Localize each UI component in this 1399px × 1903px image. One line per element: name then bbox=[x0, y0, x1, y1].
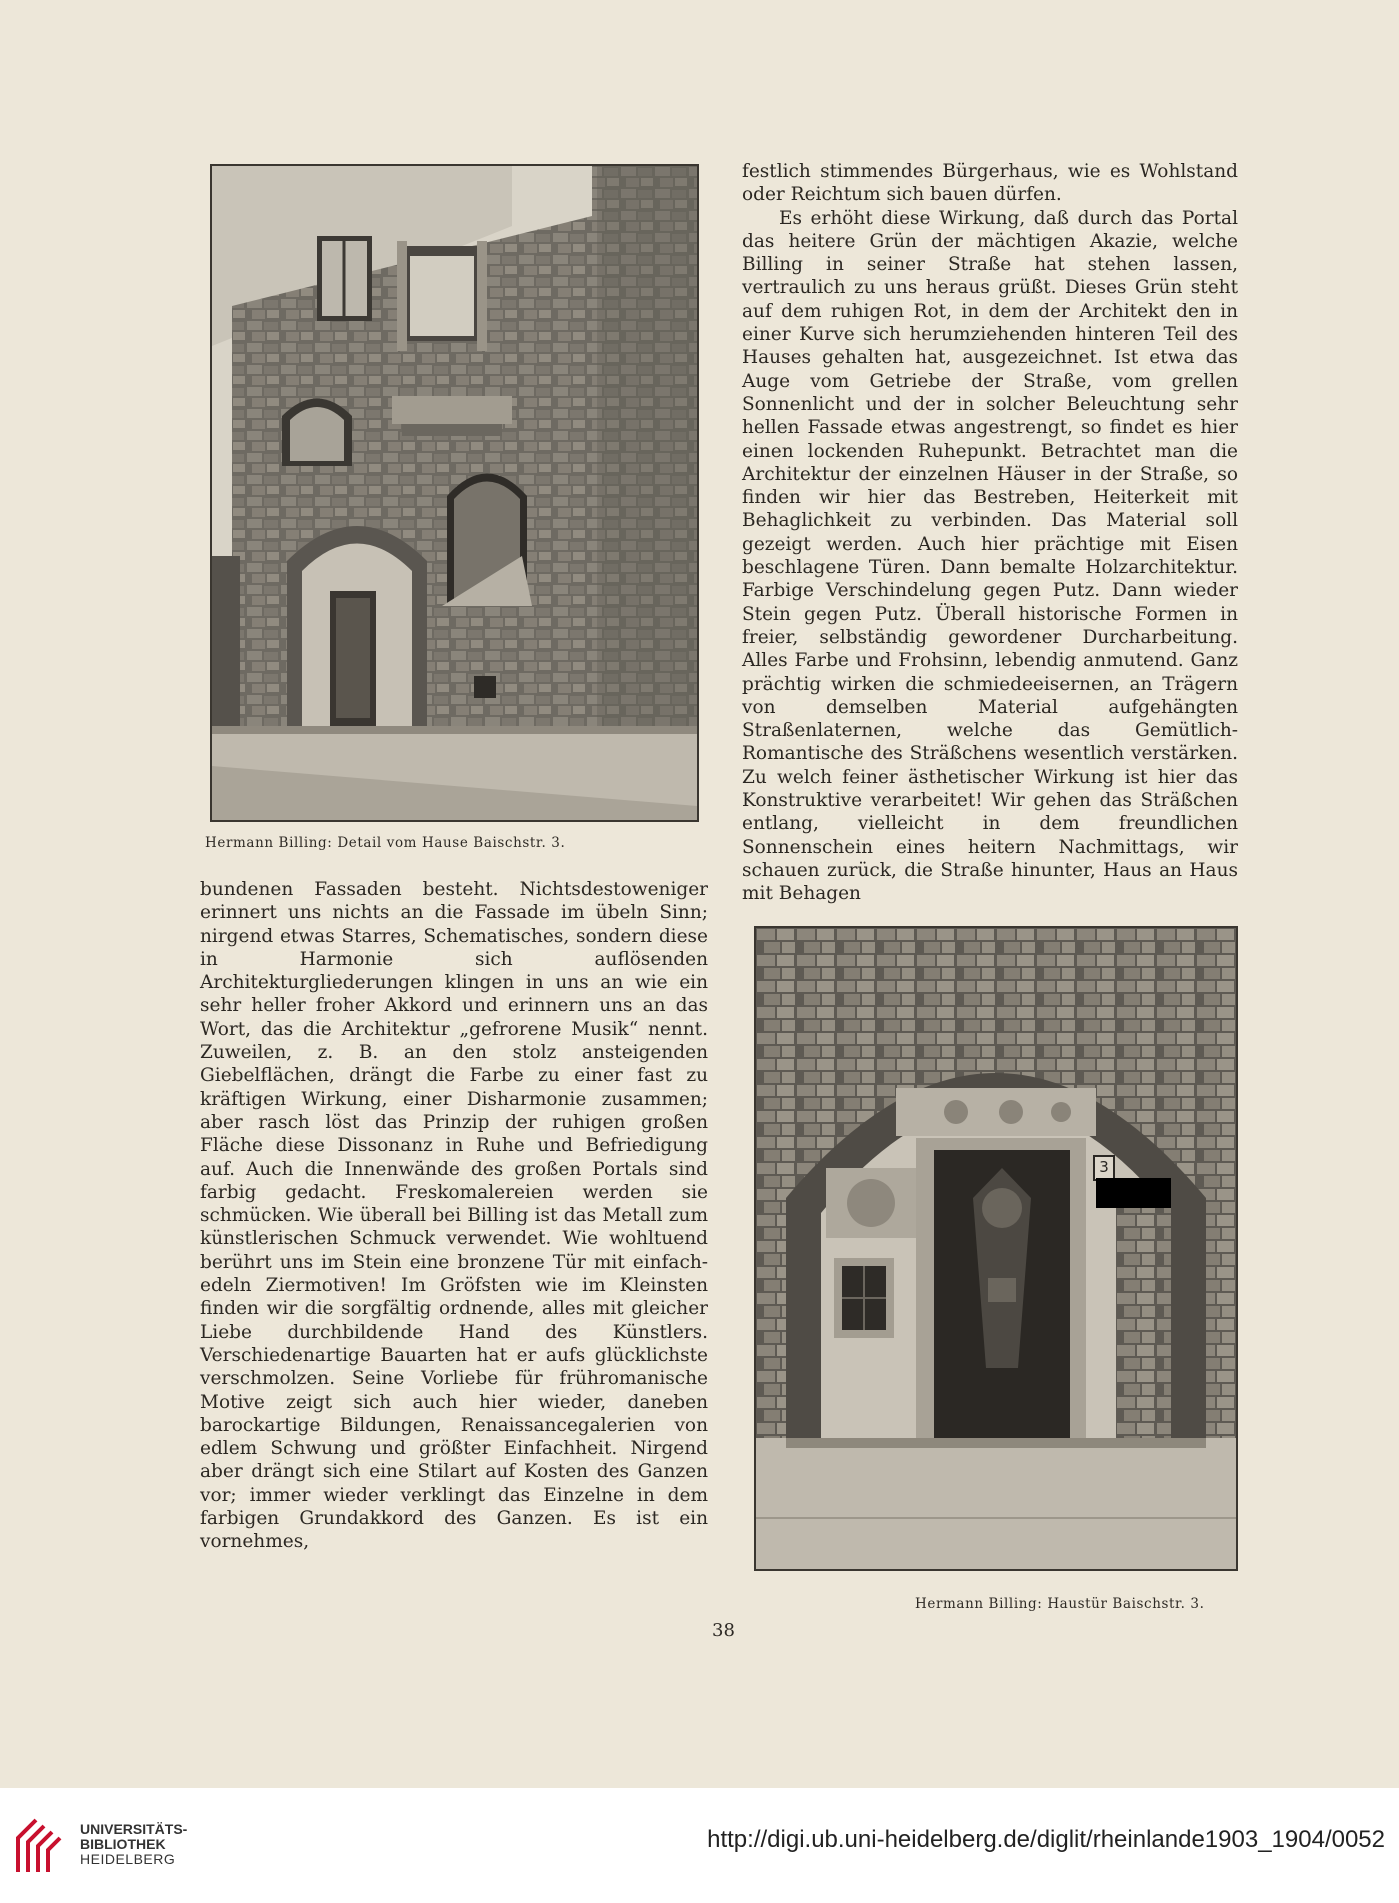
house-number: 3 bbox=[1099, 1158, 1109, 1176]
right-paragraph-2: Es erhöht diese Wirkung, daß durch das Portal das heitere Grün der mächtigen Akazie, welche Billing in seiner Straße hat stehen lassen, vertraulich zu uns heraus grüßt. Dieses Grün steht auf dem ruhigen Rot, in dem der Architekt den in einer Kurve sich herumziehenden hinteren Teil des Hauses gehalten hat, ausgezeichnet. Ist etwa das Auge vom Getriebe der Straße, vom grellen Sonnenlicht und der in solcher Beleuchtung sehr hellen Fassade etwas angestrengt, so findet es hier einen lockenden Ruhepunkt. Betrachtet man die Architektur der einzelnen Häuser in der Straße, so finden wir hier das Bestreben, Heiterkeit mit Behaglichkeit zu verbinden. Das Material soll gezeigt werden. Auch hier prächtige mit Eisen beschlagene Türen. Dann bemalte Holzarchitektur. Farbige Verschindelung gegen Putz. Dann wieder Stein gegen Putz. Überall historische Formen in freier, selbständig gewordener Durcharbeitung. Alles Farbe und Frohsinn, lebendig anmutend. Ganz prächtig wirken die schmiedeeisernen, an Trägern von demselben Material aufgehängten Straßenlaternen, welche das Gemütlich-Romantische des Sträßchens wesentlich verstärken. Zu welch feiner ästhetischer Wirkung ist hier das Konstruktive verarbeitet! Wir gehen das Sträßchen entlang, vielleicht in dem freundlichen Sonnenschein eines heitern Nachmittags, wir schauen zurück, die Straße hinunter, Haus an Haus mit Behagen bbox=[742, 207, 1238, 905]
left-paragraph: bundenen Fassaden besteht. Nichtsdestoweniger erinnert uns nichts an die Fassade im übeln Sinn; nirgend etwas Starres, Schematisches, sondern diese in Harmonie sich auflösenden Architekturgliederungen klingen in uns an wie ein sehr heller froher Akkord und erinnern uns an das Wort, das die Architektur „gefrorene Musik“ nennt. Zuweilen, z. B. an den stolz ansteigenden Giebelflächen, drängt die Farbe zu einer fast zu kräftigen Wirkung, einer Disharmonie zusammen; aber rasch löst das Prinzip der ruhigen großen Fläche diese Dissonanz in Ruhe und Befriedigung auf. Auch die Innenwände des großen Portals sind farbig gedacht. Freskomalereien werden sie schmücken. Wie überall bei Billing ist das Metall zum künstlerischen Schmuck verwendet. Wie wohltuend berührt uns im Stein eine bronzene Tür mit einfach-edeln Ziermotiven! Im Gröfsten wie im Kleinsten finden wir die sorgfältig ordnende, alles mit gleicher Liebe durchbildende Hand des Künstlers. Verschiedenartige Bauarten hat er aufs glücklichste verschmolzen. Seine Vorliebe für frühromanische Motive zeigt sich auch hier wieder, daneben barockartige Bildungen, Renaissancegalerien von edlem Schwung und größter Einfachheit. Nirgend aber drängt sich eine Stilart auf Kosten des Ganzen vor; immer wieder verklingt das Einzelne in dem farbigen Grundakkord des Ganzen. Es ist ein vornehmes, bbox=[200, 879, 708, 1553]
footer-bar bbox=[0, 1788, 1399, 1903]
library-name-line-3: HEIDELBERG bbox=[80, 1851, 176, 1867]
left-text-column bbox=[200, 878, 708, 1554]
door-photo-caption: Hermann Billing: Haustür Baischstr. 3. bbox=[915, 1596, 1205, 1612]
right-text-column bbox=[742, 160, 1238, 906]
library-name bbox=[80, 1822, 187, 1867]
door-photo-drawing bbox=[756, 928, 1236, 1569]
facade-photo-drawing bbox=[212, 166, 697, 820]
library-logo-icon bbox=[14, 1816, 64, 1876]
source-url[interactable]: http://digi.ub.uni-heidelberg.de/diglit/rheinlande1903_1904/0052 bbox=[707, 1826, 1385, 1853]
facade-photo-caption: Hermann Billing: Detail vom Hause Baischstr. 3. bbox=[205, 835, 566, 851]
door-photo bbox=[754, 926, 1238, 1571]
library-name-line-1: UNIVERSITÄTS- bbox=[80, 1821, 188, 1837]
page-number: 38 bbox=[712, 1620, 735, 1641]
right-paragraph-1: festlich stimmendes Bürgerhaus, wie es Wohlstand oder Reichtum sich bauen dürfen. bbox=[742, 161, 1238, 206]
facade-photo bbox=[210, 164, 699, 822]
library-name-line-2: BIBLIOTHEK bbox=[80, 1836, 166, 1852]
